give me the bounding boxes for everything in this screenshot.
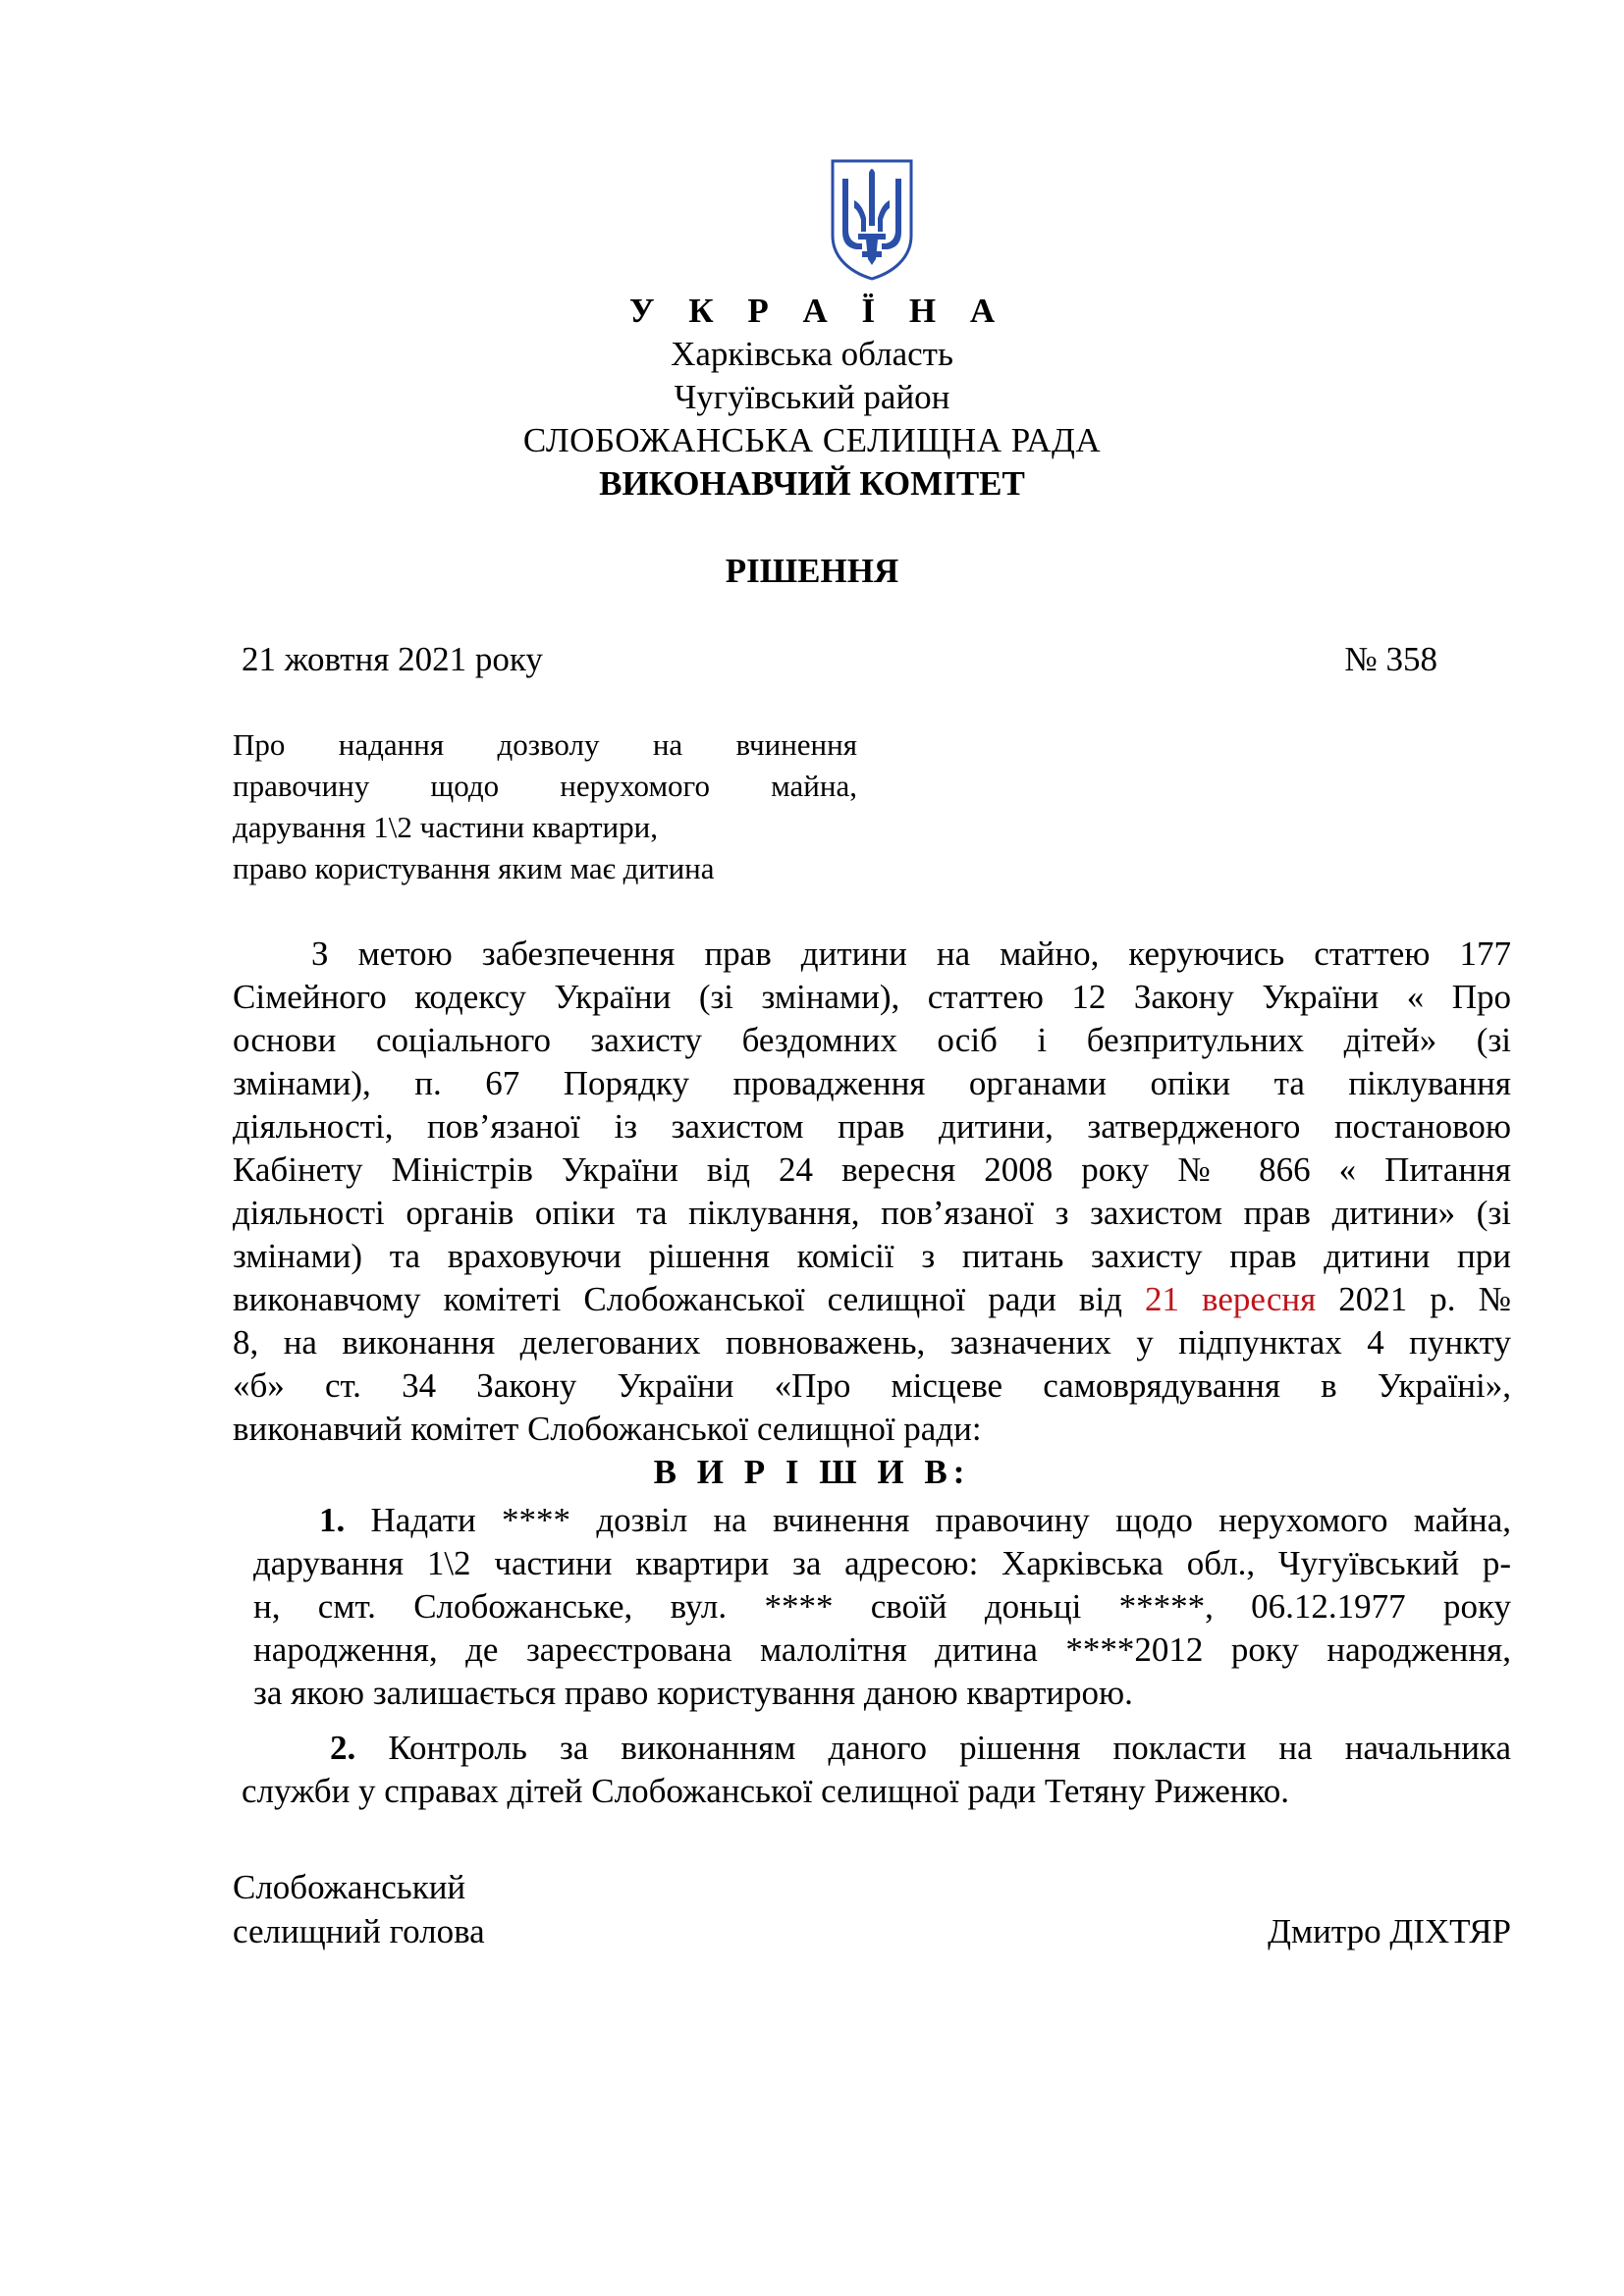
item-line: н, смт. Слобожанське, вул. **** своїй доньці *****, 06.12.1977 року	[253, 1587, 1511, 1626]
item-number: 2.	[330, 1729, 356, 1767]
country-title: У К Р А Ї Н А	[628, 292, 1008, 330]
subject-line: правочину щодо нерухомого майна,	[233, 769, 857, 803]
resolved-heading: В И Р І Ш И В:	[653, 1453, 971, 1491]
preamble-line: 8, на виконання делегованих повноважень, зазначених у підпунктах 4 пункту	[233, 1323, 1511, 1362]
decision-number: № 358	[1344, 640, 1437, 678]
preamble-line: змінами), п. 67 Порядку провадження органами опіки та піклування	[233, 1064, 1511, 1102]
coat-of-arms-icon	[829, 157, 915, 283]
item-text: Надати **** дозвіл на вчинення правочину щодо нерухомого майна,	[345, 1501, 1511, 1539]
preamble-line: З метою забезпечення прав дитини на майно, керуючись статтею 177	[311, 934, 1511, 973]
preamble-line: змінами) та враховуючи рішення комісії з питань захисту прав дитини при	[233, 1237, 1511, 1275]
item-number: 1.	[319, 1501, 346, 1539]
preamble-paragraph	[233, 933, 1511, 1451]
item-line: за якою залишається право користування даною квартирою.	[253, 1674, 1133, 1712]
decision-date: 21 жовтня 2021 року	[242, 640, 543, 678]
preamble-line: «б» ст. 34 Закону України «Про місцеве самоврядування в Україні»,	[233, 1366, 1511, 1405]
preamble-text: 2021 р. №	[1316, 1280, 1511, 1318]
item-line: народження, де зареєстрована малолітня дитина ****2012 року народження,	[253, 1630, 1511, 1669]
oblast-line: Харківська область	[671, 335, 953, 373]
subject-line: дарування 1\2 частини квартири,	[233, 810, 658, 844]
item-line: дарування 1\2 частини квартири за адресою: Харківська обл., Чугуївський р-	[253, 1544, 1511, 1582]
subject-line: Про надання дозволу на вчинення	[233, 727, 857, 762]
preamble-line: Сімейного кодексу України (зі змінами), статтею 12 Закону України « Про	[233, 978, 1511, 1016]
position-line: селищний голова	[233, 1912, 485, 1950]
decision-subject	[233, 724, 857, 889]
item-line	[253, 1499, 1511, 1542]
preamble-line: основи соціального захисту бездомних осіб і безпритульних дітей» (зі	[233, 1021, 1511, 1059]
position-line: Слобожанський	[233, 1868, 466, 1906]
signatory-name: Дмитро ДІХТЯР	[1268, 1912, 1511, 1950]
preamble-line	[233, 1278, 1511, 1321]
item-line	[242, 1727, 1511, 1770]
decision-item-2	[242, 1727, 1511, 1813]
council-line: СЛОБОЖАНСЬКА СЕЛИЩНА РАДА	[522, 421, 1102, 459]
preamble-text: виконавчому комітеті Слобожанської селищної ради від	[233, 1280, 1145, 1318]
preamble-line: діяльності органів опіки та піклування, пов’язаної з захистом прав дитини» (зі	[233, 1194, 1511, 1232]
highlighted-date: 21 вересня	[1145, 1280, 1317, 1318]
signatory-position	[233, 1865, 485, 1953]
item-line: служби у справах дітей Слобожанської селищної ради Тетяну Риженко.	[242, 1772, 1290, 1810]
preamble-line: виконавчий комітет Слобожанської селищної ради:	[233, 1410, 982, 1448]
item-text: Контроль за виконанням даного рішення покласти на начальника	[355, 1729, 1511, 1767]
committee-line: ВИКОНАВЧИЙ КОМІТЕТ	[599, 464, 1025, 503]
preamble-line: діяльності, пов’язаної із захистом прав дитини, затвердженого постановою	[233, 1107, 1511, 1146]
decision-item-1	[253, 1499, 1511, 1715]
rayon-line: Чугуївський район	[674, 378, 950, 416]
subject-line: право користування яким має дитина	[233, 851, 715, 885]
decision-title: РІШЕННЯ	[725, 552, 899, 590]
preamble-line: Кабінету Міністрів України від 24 вересня 2008 року № 866 « Питання	[233, 1150, 1511, 1189]
